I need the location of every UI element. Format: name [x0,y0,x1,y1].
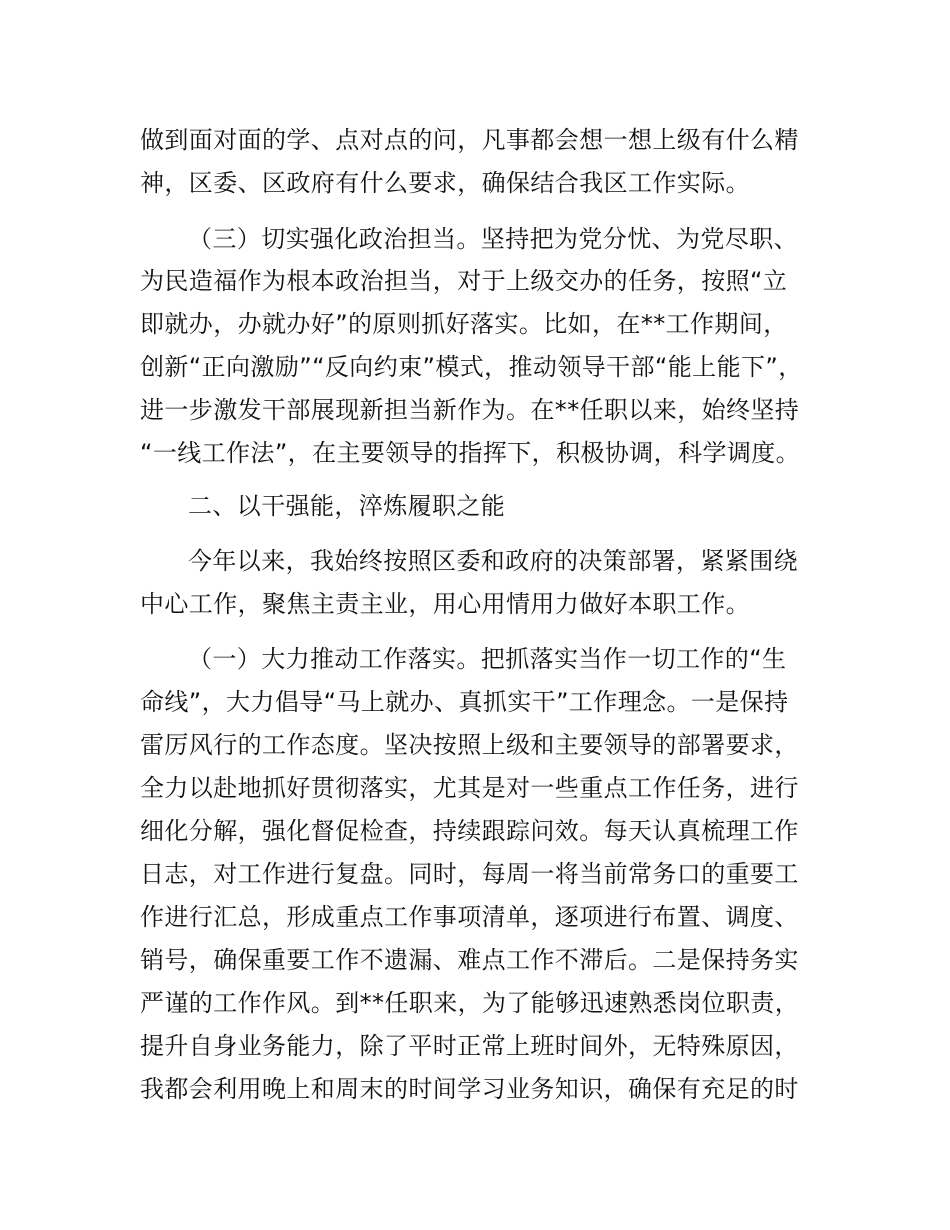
text-line: 严谨的工作作风。到**任职来，为了能够迅速熟悉岗位职责， [140,989,800,1017]
text-line: 提升自身业务能力，除了平时正常上班时间外，无特殊原因， [140,1032,799,1060]
text-line: 全力以赴地抓好贯彻落实，尤其是对一些重点工作任务，进行 [140,774,799,802]
text-line: “一线工作法”，在主要领导的指挥下，积极协调，科学调度。 [140,439,801,467]
text-line: 做到面对面的学、点对点的问，凡事都会想一想上级有什么精 [140,126,799,154]
text-line: 我都会利用晚上和周末的时间学习业务知识，确保有充足的时 [140,1075,799,1103]
paragraph-start: 今年以来，我始终按照区委和政府的决策部署，紧紧围绕 [188,547,798,575]
text-line: 中心工作，聚焦主责主业，用心用情用力做好本职工作。 [140,590,750,618]
text-line: 雷厉风行的工作态度。坚决按照上级和主要领导的部署要求， [140,731,799,759]
text-line: 创新“正向激励”“反向约束”模式，推动领导干部“能上能下”， [140,353,803,381]
text-line: 为民造福作为根本政治担当，对于上级交办的任务，按照“立 [140,267,788,295]
text-line: 细化分解，强化督促检查，持续跟踪问效。每天认真梳理工作 [140,817,799,845]
chapter-heading: 二、以干强能，淬炼履职之能 [188,492,506,520]
text-line: 作进行汇总，形成重点工作事项清单，逐项进行布置、调度、 [140,903,799,931]
section-heading: （三）切实强化政治担当。坚持把为党分忧、为党尽职、 [188,225,798,253]
text-line: 即就办，办就办好”的原则抓好落实。比如，在**工作期间， [140,310,788,338]
text-line: 神，区委、区政府有什么要求，确保结合我区工作实际。 [140,169,750,197]
text-line: 命线”，大力倡导“马上就办、真抓实干”工作理念。一是保持 [140,688,789,716]
text-line: 销号，确保重要工作不遗漏、难点工作不滞后。二是保持务实 [140,946,799,974]
section-heading: （一）大力推动工作落实。把抓落实当作一切工作的“生 [188,645,787,673]
text-line: 日志，对工作进行复盘。同时，每周一将当前常务口的重要工 [140,860,799,888]
text-line: 进一步激发干部展现新担当新作为。在**任职以来，始终坚持 [140,396,800,424]
